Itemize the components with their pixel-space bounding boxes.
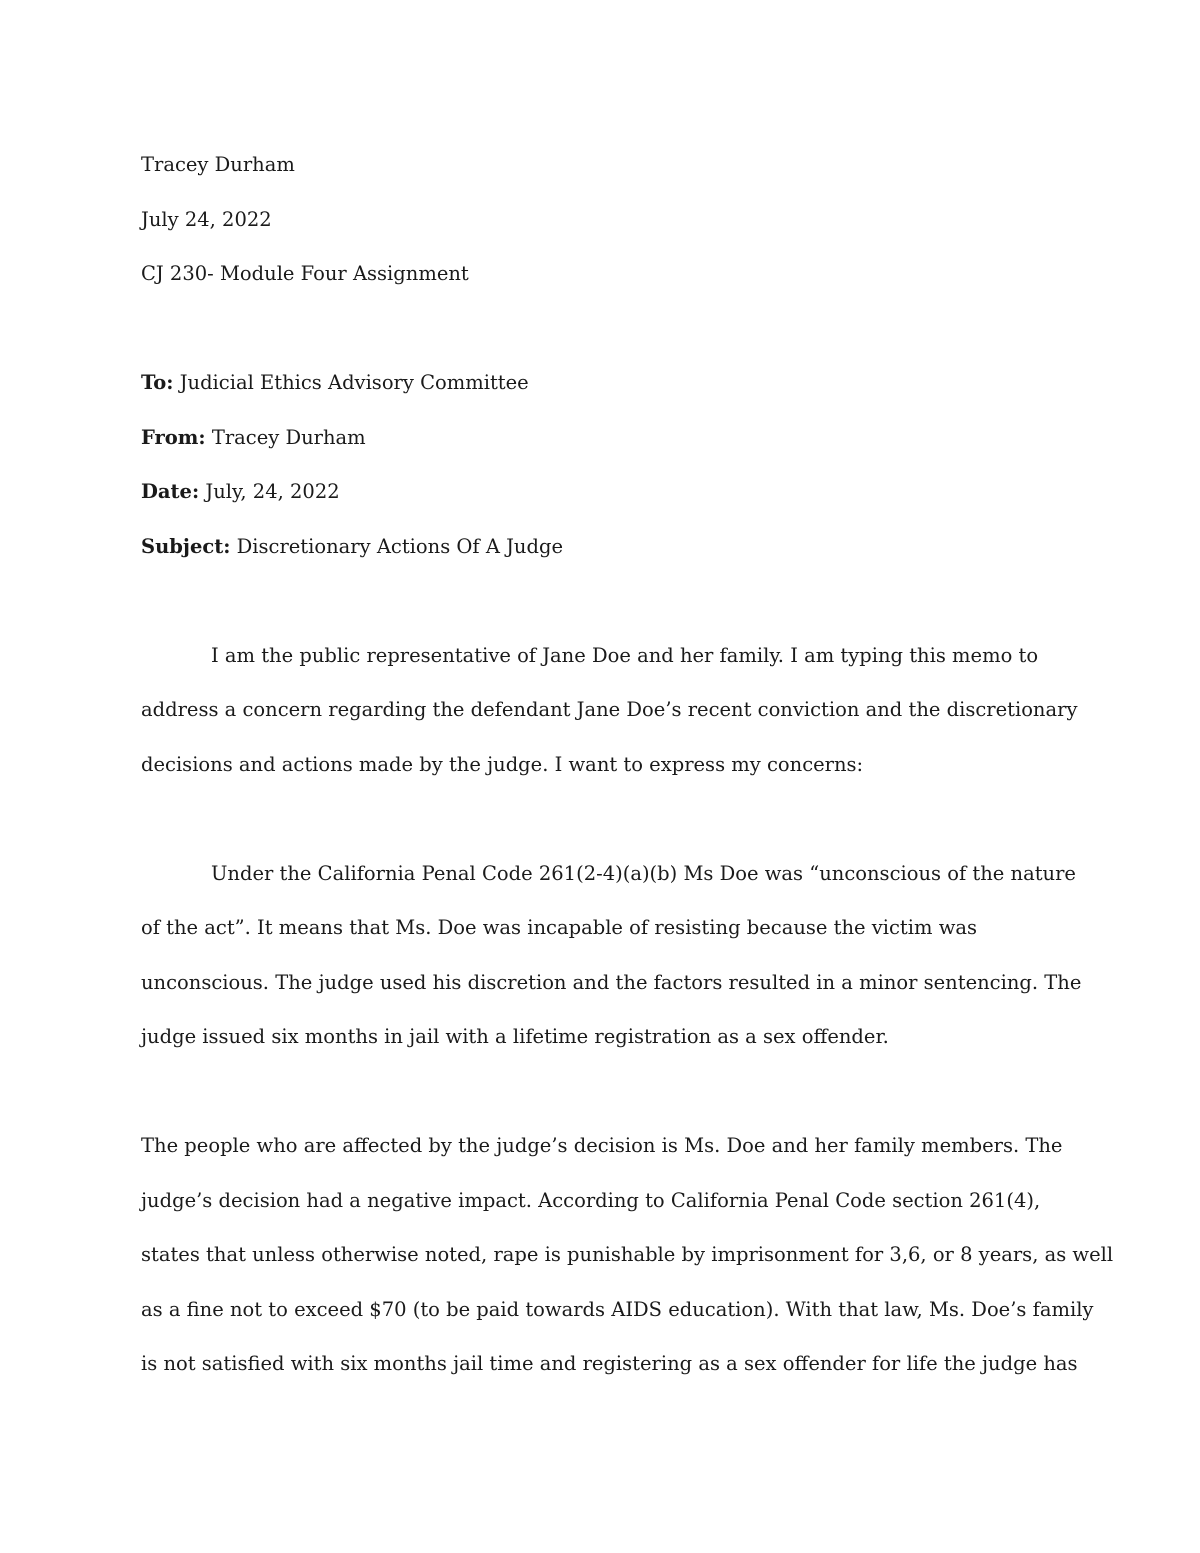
- paragraph-line: as a fine not to exceed $70 (to be paid towards AIDS education). With that law, Ms. Doe’s family: [141, 1297, 1094, 1321]
- spacer: [141, 792, 1061, 847]
- paragraph-line: I am the public representative of Jane Doe and her family. I am typing this memo to: [211, 643, 1039, 667]
- paragraph-line: is not satisfied with six months jail time and registering as a sex offender for life the judge has: [141, 1352, 1078, 1375]
- document-date: July 24, 2022: [141, 207, 272, 231]
- paragraph-3: [141, 1119, 1114, 1392]
- memo-from-label: From:: [141, 425, 206, 449]
- paragraph-line: Under the California Penal Code 261(2-4)(a)(b) Ms Doe was “unconscious of the nature: [211, 861, 1076, 885]
- paragraph-line: decisions and actions made by the judge. I want to express my concerns:: [141, 752, 864, 776]
- paragraph-2: [141, 847, 1082, 1065]
- memo-from-value: Tracey Durham: [211, 425, 366, 449]
- document-content: [141, 138, 1114, 1392]
- paragraph-line: unconscious. The judge used his discretion and the factors resulted in a minor sentencing. The: [141, 970, 1082, 994]
- paragraph-line: The people who are affected by the judge’s decision is Ms. Doe and her family members. The: [141, 1134, 1063, 1157]
- memo-from: [141, 411, 1061, 466]
- paragraph-line: of the act”. It means that Ms. Doe was incapable of resisting because the victim was: [141, 916, 978, 939]
- course-title: CJ 230- Module Four Assignment: [141, 262, 469, 285]
- memo-subject: [141, 520, 1061, 575]
- memo-date-label: Date:: [141, 480, 200, 503]
- memo-to-value: Judicial Ethics Advisory Committee: [179, 371, 529, 394]
- paragraph-line: address a concern regarding the defendant Jane Doe’s recent conviction and the discretionary: [141, 698, 1078, 721]
- memo-to-label: To:: [141, 371, 174, 394]
- spacer: [141, 574, 1061, 629]
- memo-to: [141, 356, 1061, 411]
- memo-subject-value: Discretionary Actions Of A Judge: [236, 534, 563, 558]
- paragraph-1: [141, 629, 1078, 793]
- author-name: Tracey Durham: [141, 153, 295, 176]
- memo-date-value: July, 24, 2022: [205, 480, 340, 503]
- paragraph-line: states that unless otherwise noted, rape is punishable by imprisonment for 3,6, or 8 years, as well: [141, 1243, 1114, 1266]
- memo-subject-label: Subject:: [141, 534, 231, 558]
- spacer: [141, 1065, 1061, 1120]
- memo-date: [141, 465, 1061, 520]
- paragraph-line: judge issued six months in jail with a lifetime registration as a sex offender.: [141, 1025, 889, 1048]
- paragraph-line: judge’s decision had a negative impact. According to California Penal Code section 261(4),: [141, 1188, 1041, 1212]
- spacer: [141, 302, 1061, 357]
